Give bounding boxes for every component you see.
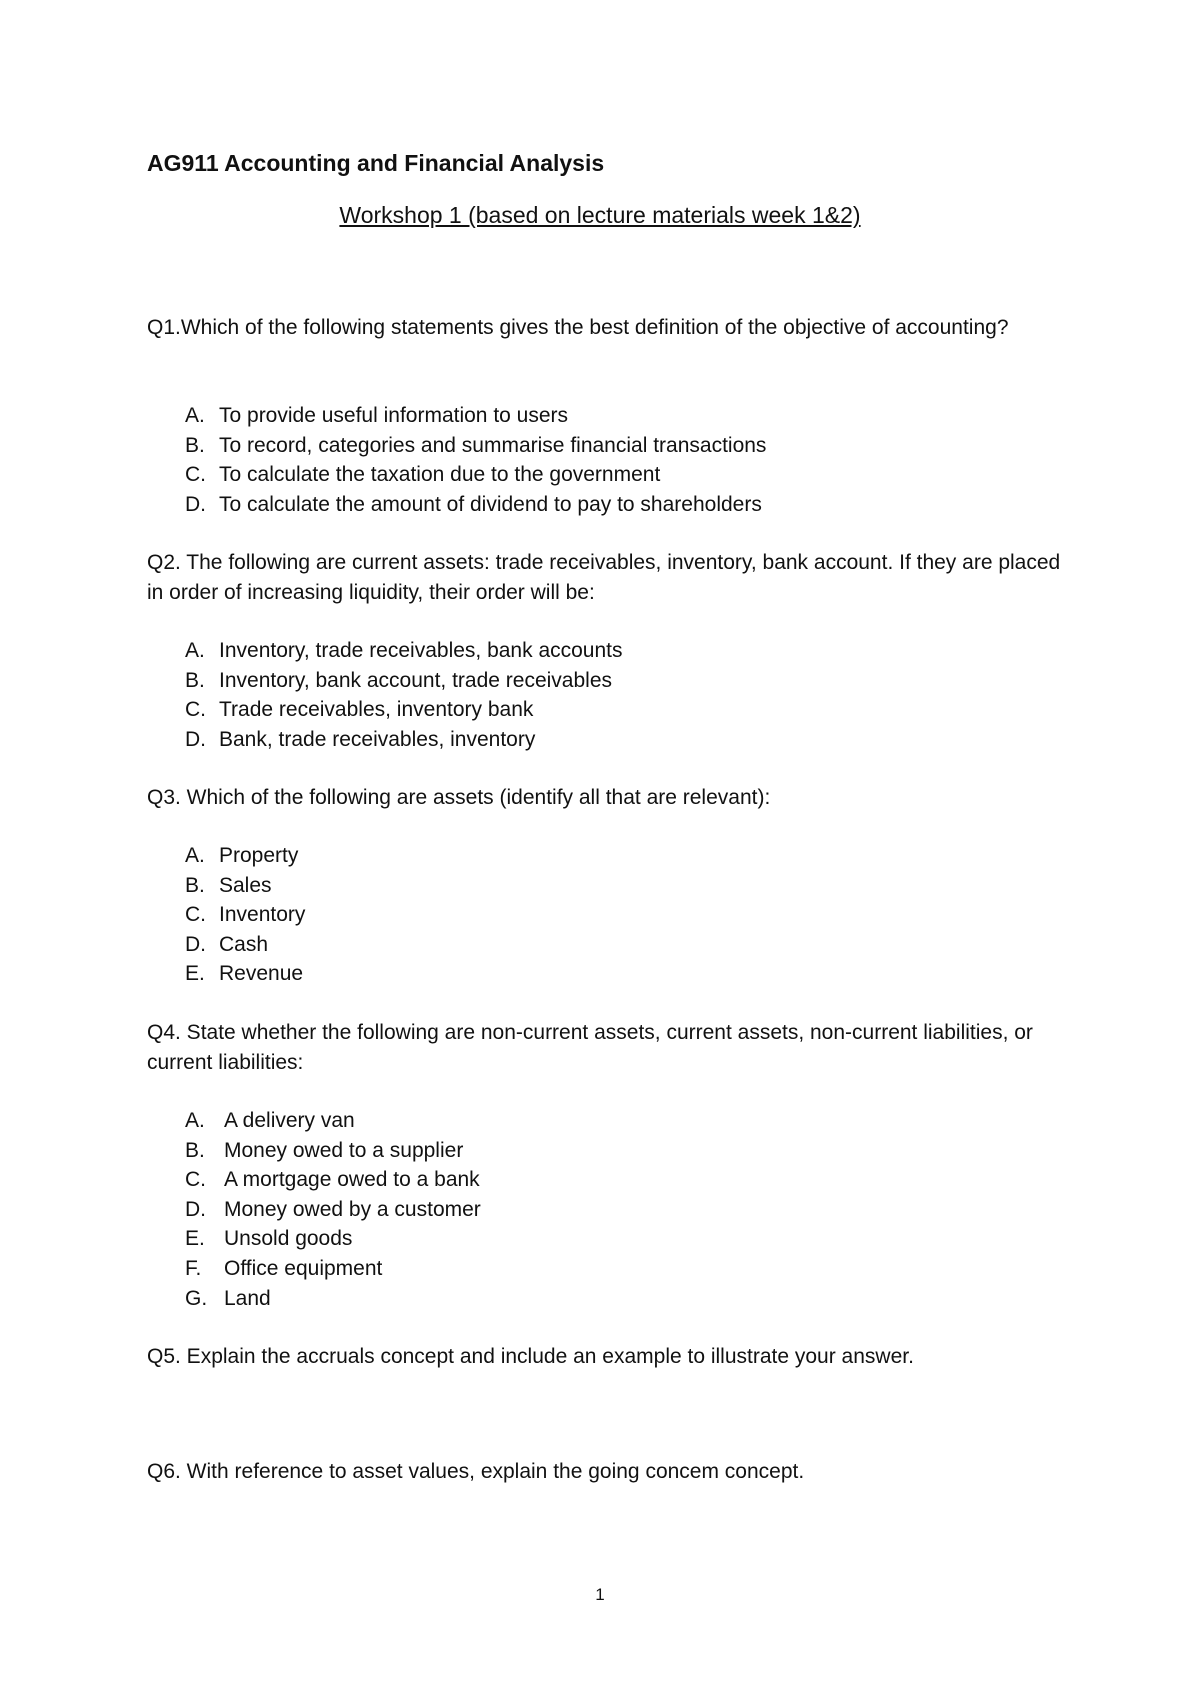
question-1: Q1.Which of the following statements gives the best definition of the objective of accounting? [147, 316, 1009, 339]
question-2: Q2. The following are current assets: trade receivables, inventory, bank account. If they are placed in order of increasing liquidity, their order will be: [147, 551, 1061, 604]
option-letter: A. [185, 1109, 205, 1132]
option-letter: A. [185, 844, 205, 867]
option-text: To record, categories and summarise financial transactions [219, 433, 767, 457]
option-e [185, 1224, 481, 1254]
option-a [185, 636, 623, 666]
option-letter: B. [185, 1138, 205, 1162]
option-c [185, 695, 623, 725]
option-text: Inventory, trade receivables, bank accounts [219, 639, 623, 662]
document-subtitle: Workshop 1 (based on lecture materials week 1&2) [339, 202, 861, 228]
option-f [185, 1254, 481, 1284]
option-text: Revenue [219, 962, 304, 986]
option-letter: D. [185, 492, 206, 516]
option-text: Sales [219, 873, 272, 897]
option-letter: C. [185, 698, 206, 722]
option-letter: E. [185, 1227, 205, 1251]
option-letter: A. [185, 639, 205, 662]
question-2-options [185, 636, 623, 754]
option-text: Cash [219, 932, 269, 956]
option-g [185, 1284, 481, 1314]
option-text: Bank, trade receivables, inventory [219, 727, 536, 751]
option-text: Office equipment [224, 1256, 383, 1280]
option-text: To calculate the taxation due to the government [219, 463, 661, 487]
option-text: To provide useful information to users [219, 404, 569, 427]
option-letter: C. [185, 463, 206, 487]
option-text: Property [219, 844, 299, 867]
option-letter: C. [185, 1168, 206, 1192]
option-d [185, 1195, 481, 1225]
question-5: Q5. Explain the accruals concept and include an example to illustrate your answer. [147, 1345, 914, 1368]
option-letter: G. [185, 1286, 208, 1310]
option-letter: D. [185, 727, 206, 751]
option-b [185, 431, 766, 461]
option-letter: A. [185, 404, 205, 427]
option-text: A delivery van [224, 1109, 355, 1132]
option-text: Inventory [219, 903, 306, 927]
option-c [185, 900, 305, 930]
option-d [185, 725, 623, 755]
option-b [185, 1136, 481, 1166]
option-text: Unsold goods [224, 1227, 353, 1251]
question-1-options [185, 401, 766, 519]
option-letter: D. [185, 1197, 206, 1221]
option-letter: D. [185, 932, 206, 956]
option-letter: F. [185, 1256, 202, 1280]
option-a [185, 1106, 481, 1136]
option-letter: B. [185, 668, 205, 692]
page-number: 1 [595, 1585, 605, 1604]
document-title: AG911 Accounting and Financial Analysis [147, 150, 605, 176]
option-e [185, 959, 305, 989]
question-3-options [185, 841, 305, 989]
option-a [185, 841, 305, 871]
option-text: To calculate the amount of dividend to pay to shareholders [219, 492, 762, 516]
question-6: Q6. With reference to asset values, explain the going concem concept. [147, 1460, 805, 1483]
option-letter: E. [185, 962, 205, 986]
option-d [185, 930, 305, 960]
option-letter: B. [185, 433, 205, 457]
question-3: Q3. Which of the following are assets (identify all that are relevant): [147, 786, 771, 809]
question-4-options [185, 1106, 481, 1313]
option-letter: C. [185, 903, 206, 927]
option-text: Trade receivables, inventory bank [219, 698, 534, 722]
option-text: A mortgage owed to a bank [224, 1168, 480, 1192]
option-text: Inventory, bank account, trade receivables [219, 668, 613, 692]
option-d [185, 490, 766, 520]
option-c [185, 1165, 481, 1195]
question-4: Q4. State whether the following are non-current assets, current assets, non-current liabilities, or current liabilities: [147, 1021, 1033, 1074]
option-c [185, 460, 766, 490]
option-text: Money owed by a customer [224, 1197, 481, 1221]
option-b [185, 871, 305, 901]
option-text: Money owed to a supplier [224, 1138, 464, 1162]
option-text: Land [224, 1286, 271, 1310]
option-a [185, 401, 766, 431]
option-letter: B. [185, 873, 205, 897]
option-b [185, 666, 623, 696]
